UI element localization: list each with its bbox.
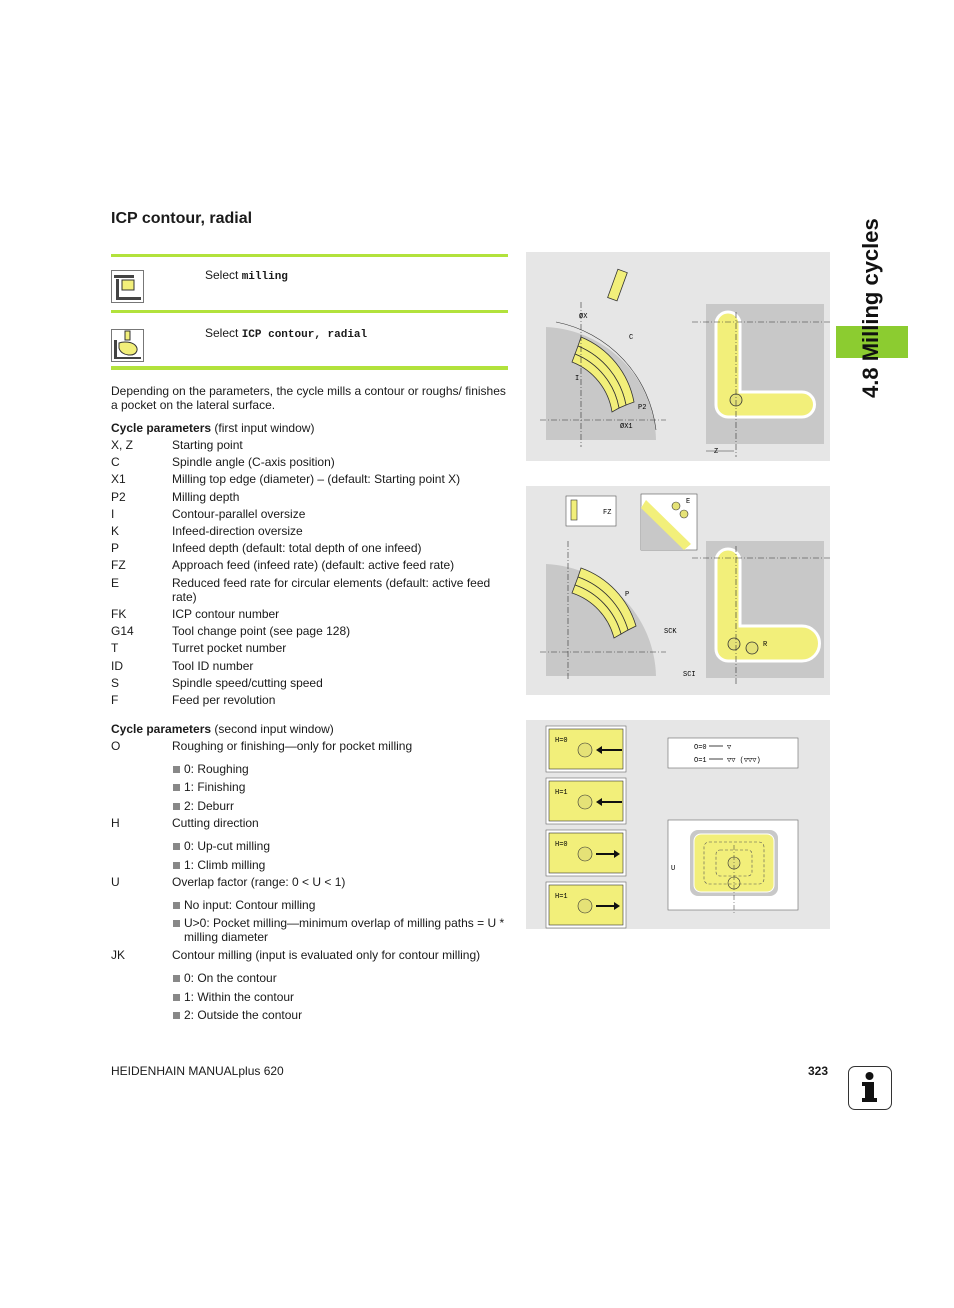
param-code: JK	[111, 948, 126, 962]
option-item	[173, 990, 503, 1004]
param-desc: Spindle speed/cutting speed	[172, 676, 323, 690]
param-desc: Spindle angle (C-axis position)	[172, 455, 335, 469]
step-code: milling	[241, 271, 288, 283]
heading-note: (second input window)	[214, 722, 334, 736]
option-text: 2: Deburr	[184, 799, 235, 813]
label-sck: SCK	[664, 628, 677, 636]
param-code: P2	[111, 490, 126, 504]
label-h1: H=1	[555, 893, 568, 901]
bullet-square-icon	[173, 843, 180, 850]
option-text: No input: Contour milling	[184, 898, 316, 912]
option-item	[173, 1008, 503, 1022]
param-desc: Tool change point (see page 128)	[172, 624, 351, 638]
label-fz: FZ	[603, 509, 612, 517]
param-code: I	[111, 507, 115, 521]
option-text: 1: Finishing	[184, 780, 246, 794]
option-text: 0: Roughing	[184, 762, 249, 776]
label-o0: O=0	[694, 744, 707, 752]
param-code: FK	[111, 607, 127, 621]
heading-note: (first input window)	[214, 421, 315, 435]
param-desc: Milling depth	[172, 490, 240, 504]
option-item	[173, 916, 514, 944]
option-text: U>0: Pocket milling—minimum overlap of milling paths = U * milling diameter	[184, 916, 505, 944]
milling-softkey-icon[interactable]	[111, 270, 144, 303]
heading-bold: Cycle parameters	[111, 722, 212, 736]
footer-manual-name: HEIDENHAIN MANUALplus 620	[111, 1064, 284, 1078]
bullet-square-icon	[173, 902, 180, 909]
bullet-square-icon	[173, 766, 180, 773]
bullet-square-icon	[173, 784, 180, 791]
label-o1: O=1	[694, 757, 707, 765]
option-text: 0: Up-cut milling	[184, 839, 271, 853]
param-desc: Turret pocket number	[172, 641, 287, 655]
label-o0-symbol: ▽	[727, 744, 732, 752]
step-prefix: Select	[205, 326, 239, 340]
param-desc: Contour milling (input is evaluated only for contour milling)	[172, 948, 481, 962]
param-desc: ICP contour number	[172, 607, 280, 621]
param-code: FZ	[111, 558, 126, 572]
label-u: U	[671, 865, 676, 873]
option-item	[173, 780, 503, 794]
label-i: I	[575, 375, 580, 383]
param-code: O	[111, 739, 121, 753]
label-dx1: ØX1	[620, 423, 633, 431]
option-item	[173, 971, 503, 985]
step-select-milling	[111, 257, 508, 312]
intro-paragraph: Depending on the parameters, the cycle mills a contour or roughs/ finishes a pocket on the lateral surface.	[111, 384, 506, 412]
param-desc: Infeed depth (default: total depth of one infeed)	[172, 541, 422, 555]
option-item	[173, 839, 503, 853]
param-code: T	[111, 641, 119, 655]
param-code: U	[111, 875, 120, 889]
option-item	[173, 762, 503, 776]
option-text: 0: On the contour	[184, 971, 277, 985]
label-e: E	[686, 498, 691, 506]
step-select-icp-contour-radial	[111, 313, 508, 368]
param-code: X, Z	[111, 438, 134, 452]
bullet-square-icon	[173, 803, 180, 810]
first-window-heading	[111, 421, 314, 435]
param-desc: Contour-parallel oversize	[172, 507, 306, 521]
label-p: P	[625, 591, 630, 599]
param-code: C	[111, 455, 120, 469]
param-code: H	[111, 816, 120, 830]
option-item	[173, 799, 503, 813]
bullet-square-icon	[173, 994, 180, 1001]
step-code: ICP contour, radial	[241, 329, 368, 341]
bullet-square-icon	[173, 862, 180, 869]
param-desc: Roughing or finishing—only for pocket milling	[172, 739, 413, 753]
label-r: R	[763, 641, 768, 649]
param-desc: Starting point	[172, 438, 243, 452]
param-code: F	[111, 693, 119, 707]
param-code: S	[111, 676, 120, 690]
label-o1-symbol: ▽▽ (▽▽▽)	[727, 757, 761, 765]
chapter-title: 4.8 Milling cycles	[858, 218, 883, 398]
bullet-square-icon	[173, 1012, 180, 1019]
param-desc: Overlap factor (range: 0 < U < 1)	[172, 875, 346, 889]
step-text	[205, 326, 367, 341]
option-item	[173, 858, 503, 872]
label-c: C	[629, 334, 634, 342]
label-h1: H=1	[555, 789, 568, 797]
figure-feed-parameters	[526, 486, 830, 695]
icp-contour-radial-softkey-icon[interactable]	[111, 329, 144, 362]
label-sci: SCI	[683, 671, 696, 679]
figure-cutting-modes	[526, 720, 830, 929]
section-title: ICP contour, radial	[111, 210, 253, 227]
figure-radial-geometry	[526, 252, 830, 461]
param-desc: Infeed-direction oversize	[172, 524, 303, 538]
param-desc: Reduced feed rate for circular elements (default: active feed rate)	[172, 576, 491, 604]
option-text: 2: Outside the contour	[184, 1008, 303, 1022]
param-desc: Tool ID number	[172, 659, 254, 673]
label-h0: H=0	[555, 737, 568, 745]
heading-bold: Cycle parameters	[111, 421, 212, 435]
second-window-heading	[111, 722, 334, 736]
bullet-square-icon	[173, 975, 180, 982]
label-z: Z	[714, 448, 719, 456]
param-desc: Cutting direction	[172, 816, 259, 830]
param-desc: Approach feed (infeed rate) (default: active feed rate)	[172, 558, 455, 572]
label-p2: P2	[638, 404, 647, 412]
divider	[111, 366, 508, 370]
param-code: X1	[111, 472, 126, 486]
page-number: 323	[808, 1064, 829, 1078]
option-item	[173, 898, 503, 912]
info-icon	[848, 1066, 892, 1110]
option-text: 1: Within the contour	[184, 990, 295, 1004]
label-dx: ØX	[579, 313, 588, 321]
bullet-square-icon	[173, 920, 180, 927]
param-code: ID	[111, 659, 123, 673]
param-code: K	[111, 524, 120, 538]
label-h0: H=0	[555, 841, 568, 849]
param-code: P	[111, 541, 120, 555]
param-desc: Feed per revolution	[172, 693, 276, 707]
option-text: 1: Climb milling	[184, 858, 266, 872]
param-desc: Milling top edge (diameter) – (default: Starting point X)	[172, 472, 461, 486]
step-prefix: Select	[205, 268, 239, 282]
param-code: G14	[111, 624, 134, 638]
param-code: E	[111, 576, 120, 590]
step-text	[205, 268, 288, 283]
